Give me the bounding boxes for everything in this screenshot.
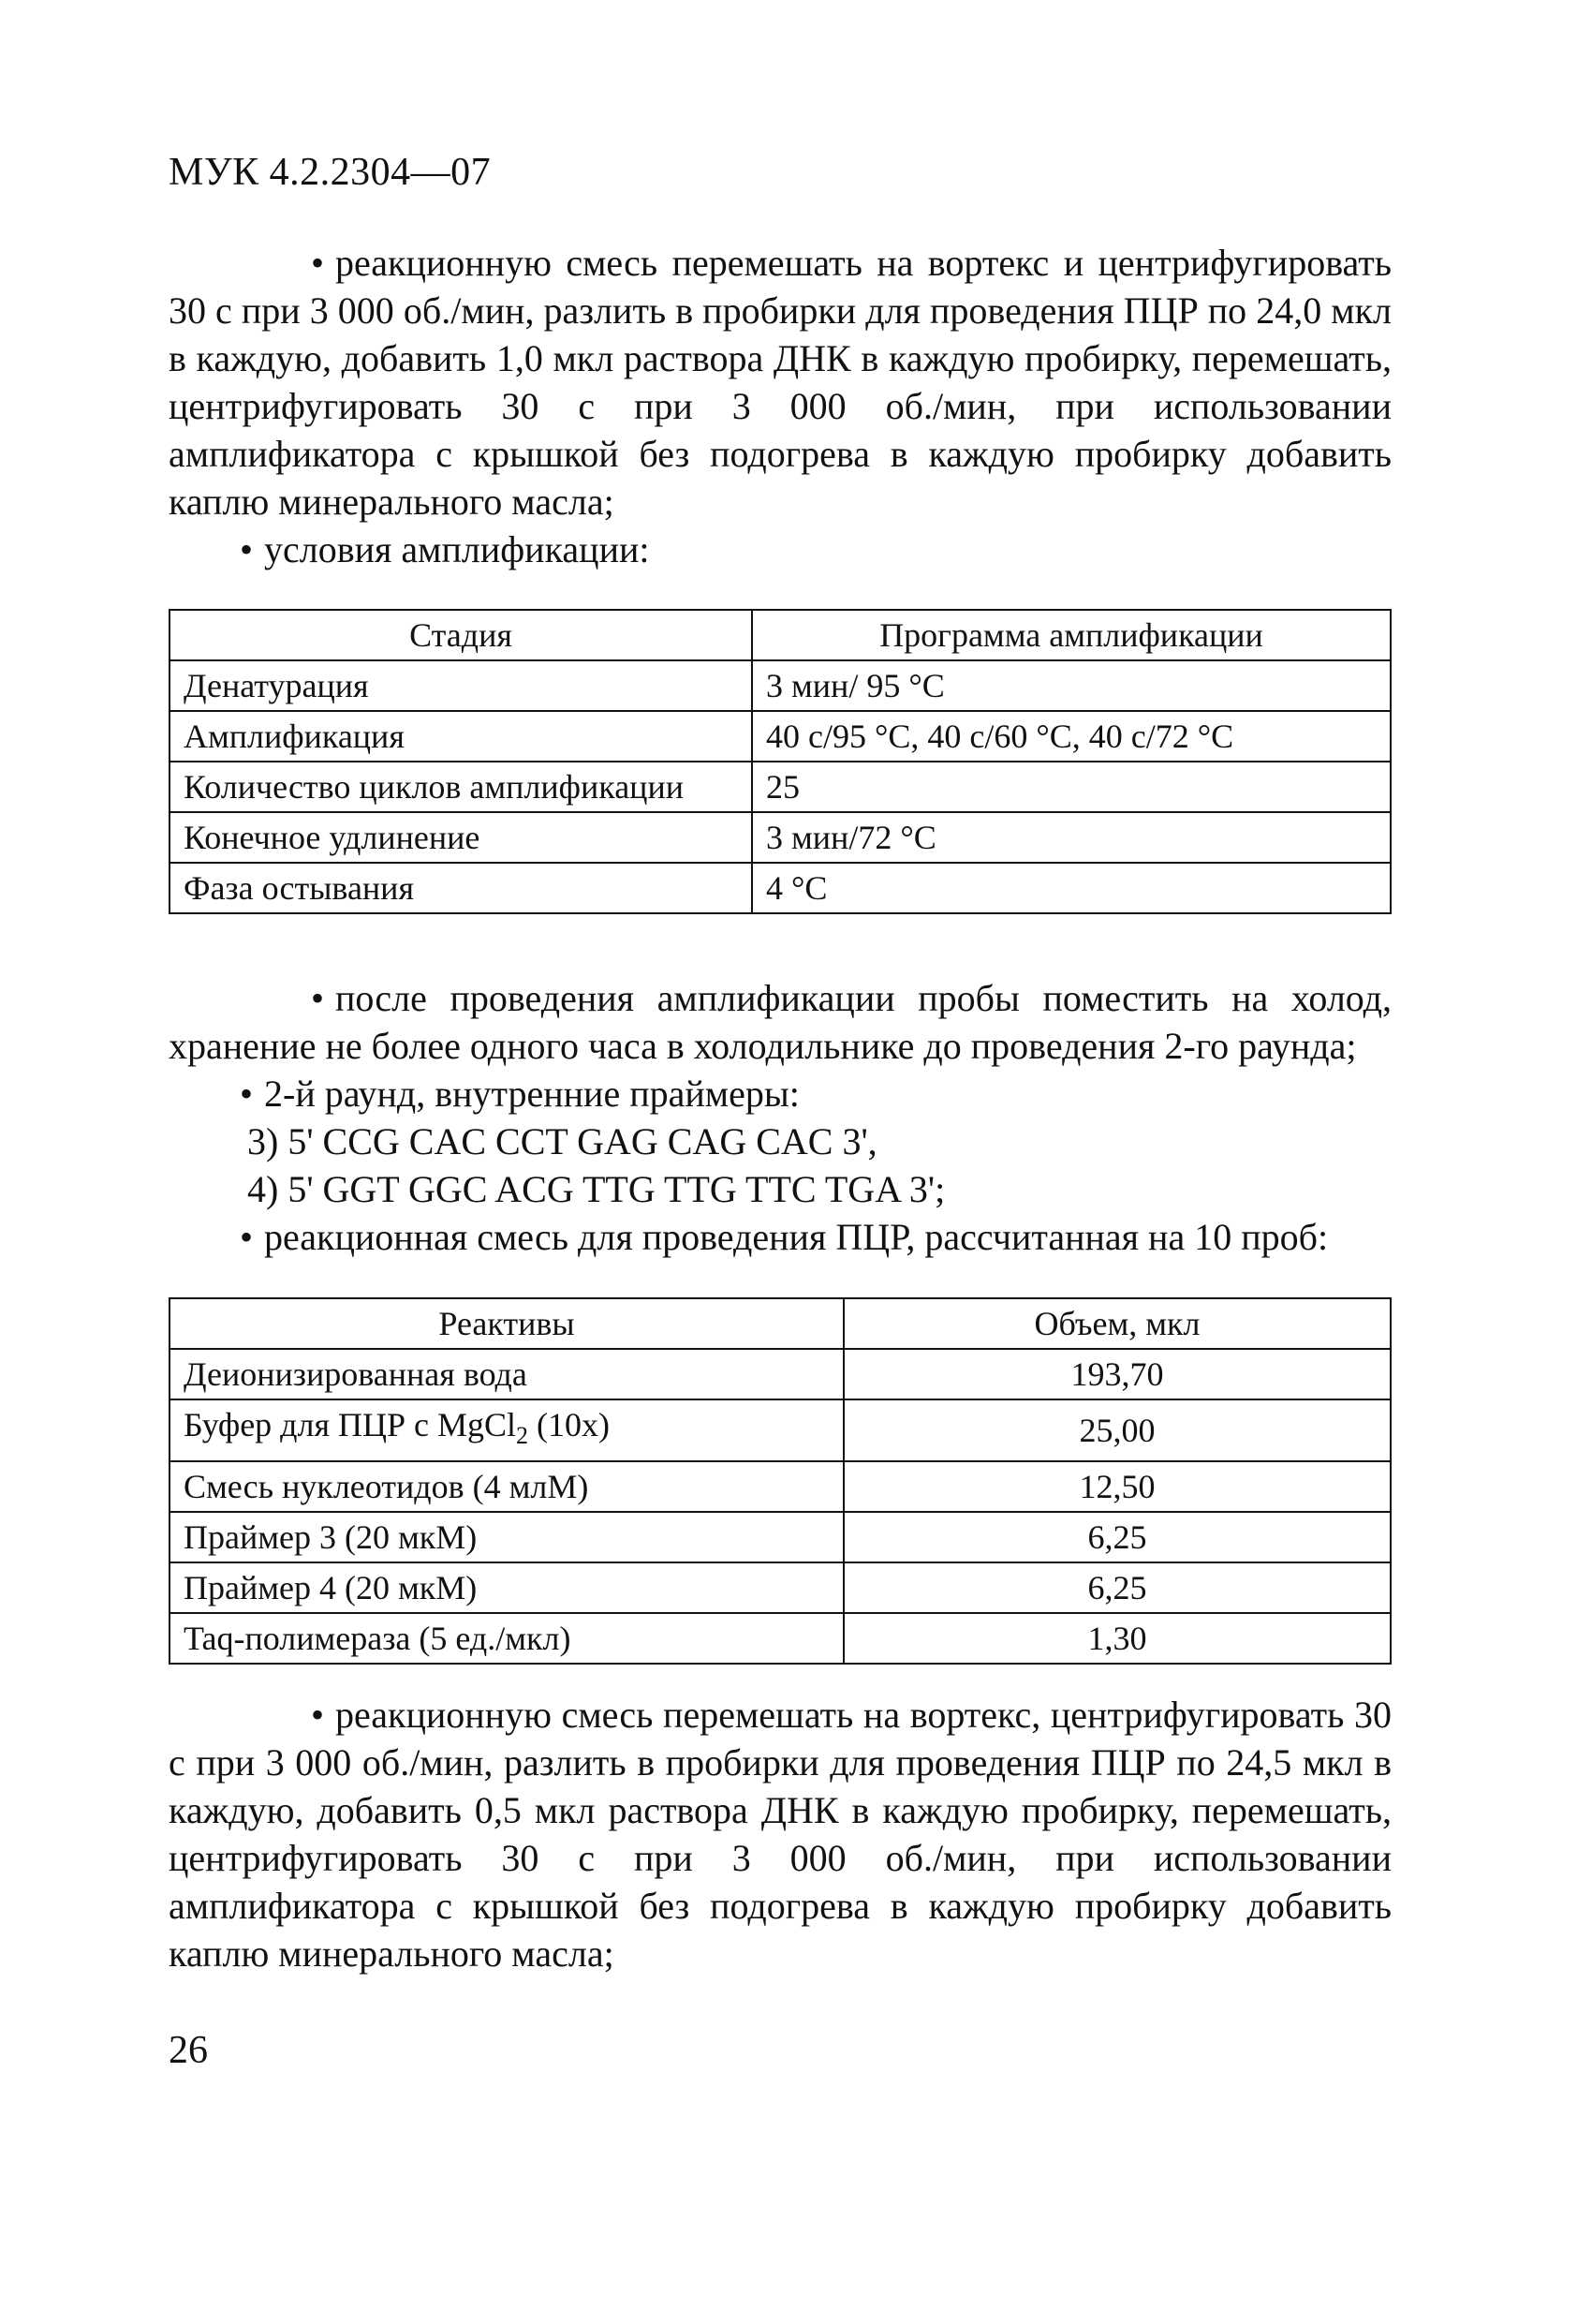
table-row — [170, 1562, 1391, 1613]
reagent-name-cell: Праймер 3 (20 мкМ) — [170, 1512, 844, 1562]
table-row — [170, 1399, 1391, 1461]
table-row — [170, 1512, 1391, 1562]
program-cell: 40 с/95 °С, 40 с/60 °С, 40 с/72 °С — [752, 711, 1391, 762]
section-1 — [169, 239, 1392, 573]
mix-label-line — [169, 1213, 1392, 1261]
reagent-volume-cell: 193,70 — [844, 1349, 1391, 1399]
table-row — [170, 660, 1391, 711]
reagent-name-cell: Смесь нуклеотидов (4 млМ) — [170, 1461, 844, 1512]
mixing-paragraph-1 — [169, 239, 1392, 525]
stage-cell: Фаза остывания — [170, 863, 752, 913]
reagent-name-cell — [170, 1399, 844, 1461]
column-header-volume: Объем, мкл — [844, 1298, 1391, 1349]
program-cell: 3 мин/72 °С — [752, 812, 1391, 863]
column-header-reagents: Реактивы — [170, 1298, 844, 1349]
table-row — [170, 863, 1391, 913]
section-3 — [169, 1691, 1392, 1977]
page-number: 26 — [169, 2029, 208, 2072]
mixing-paragraph-2-text: реакционную смесь перемешать на вортекс, центрифугировать 30 с при 3 000 об./мин, разлить в пробирки для проведения ПЦР по 24,5 мкл в каждую, добавить 0,5 мкл раствора ДНК в каждую пробирку, перемешать, центрифугировать 30 с при 3 000 об./мин, при использовании амплификатора с крышкой без подогрева в каждую пробирку добавить каплю минерального масла; — [169, 1694, 1392, 1975]
table-row — [170, 1349, 1391, 1399]
reagent-volume-cell: 1,30 — [844, 1613, 1391, 1664]
reagent-volume-cell: 6,25 — [844, 1512, 1391, 1562]
table-header-row — [170, 1298, 1391, 1349]
mix-label: реакционная смесь для проведения ПЦР, рассчитанная на 10 проб: — [264, 1216, 1329, 1258]
reagent-name-cell: Праймер 4 (20 мкМ) — [170, 1562, 844, 1613]
bullet-icon: • — [311, 242, 325, 284]
reagent-name-subscript: 2 — [516, 1422, 529, 1450]
stage-cell: Амплификация — [170, 711, 752, 762]
reagent-volume-cell: 12,50 — [844, 1461, 1391, 1512]
round-label: 2-й раунд, внутренние праймеры: — [264, 1073, 800, 1115]
mixing-paragraph-1-text: реакционную смесь перемешать на вортекс и центрифугировать 30 с при 3 000 об./мин, разлить в пробирки для проведения ПЦР по 24,0 мкл в каждую, добавить 1,0 мкл раствора ДНК в каждую пробирку, перемешать, центрифугировать 30 с при 3 000 об./мин, при использовании амплификатора с крышкой без подогрева в каждую пробирку добавить каплю минерального масла; — [169, 242, 1392, 523]
reagent-volume-cell: 25,00 — [844, 1399, 1391, 1461]
bullet-icon: • — [240, 528, 254, 570]
reagent-name-suffix: (10х) — [528, 1406, 611, 1443]
stage-cell: Количество циклов амплификации — [170, 762, 752, 812]
amplification-table — [169, 609, 1392, 914]
bullet-icon: • — [240, 1216, 254, 1258]
reagent-name-cell: Taq-полимераза (5 ед./мкл) — [170, 1613, 844, 1664]
mixing-paragraph-2 — [169, 1691, 1392, 1977]
primer-4: 4) 5' GGT GGC ACG TTG TTG TTC TGA 3'; — [247, 1168, 946, 1210]
stage-cell: Конечное удлинение — [170, 812, 752, 863]
section-2 — [169, 974, 1392, 1261]
primer-3: 3) 5' CCG CAC CCT GAG CAG CAC 3', — [247, 1120, 877, 1162]
table-row — [170, 1613, 1391, 1664]
bullet-icon: • — [240, 1073, 254, 1115]
round-label-line — [169, 1070, 1392, 1118]
reagent-volume-cell: 6,25 — [844, 1562, 1391, 1613]
program-cell: 25 — [752, 762, 1391, 812]
storage-paragraph — [169, 974, 1392, 1070]
reagents-table — [169, 1297, 1392, 1665]
table-row — [170, 812, 1391, 863]
program-cell: 4 °С — [752, 863, 1391, 913]
reagent-name-cell: Деионизированная вода — [170, 1349, 844, 1399]
table-header-row — [170, 610, 1391, 660]
column-header-program: Программа амплификации — [752, 610, 1391, 660]
conditions-label: условия амплификации: — [264, 528, 650, 570]
bullet-icon: • — [311, 977, 325, 1019]
bullet-icon: • — [311, 1694, 325, 1736]
stage-cell: Денатурация — [170, 660, 752, 711]
column-header-stage: Стадия — [170, 610, 752, 660]
document-code: МУК 4.2.2304—07 — [169, 151, 492, 194]
reagent-name-prefix: Буфер для ПЦР с MgCl — [184, 1406, 517, 1443]
table-row — [170, 762, 1391, 812]
table-row — [170, 711, 1391, 762]
conditions-label-line — [169, 525, 1392, 573]
program-cell: 3 мин/ 95 °С — [752, 660, 1391, 711]
table-row — [170, 1461, 1391, 1512]
storage-paragraph-text: после проведения амплификации пробы поместить на холод, хранение не более одного часа в холодильнике до проведения 2-го раунда; — [169, 977, 1392, 1067]
